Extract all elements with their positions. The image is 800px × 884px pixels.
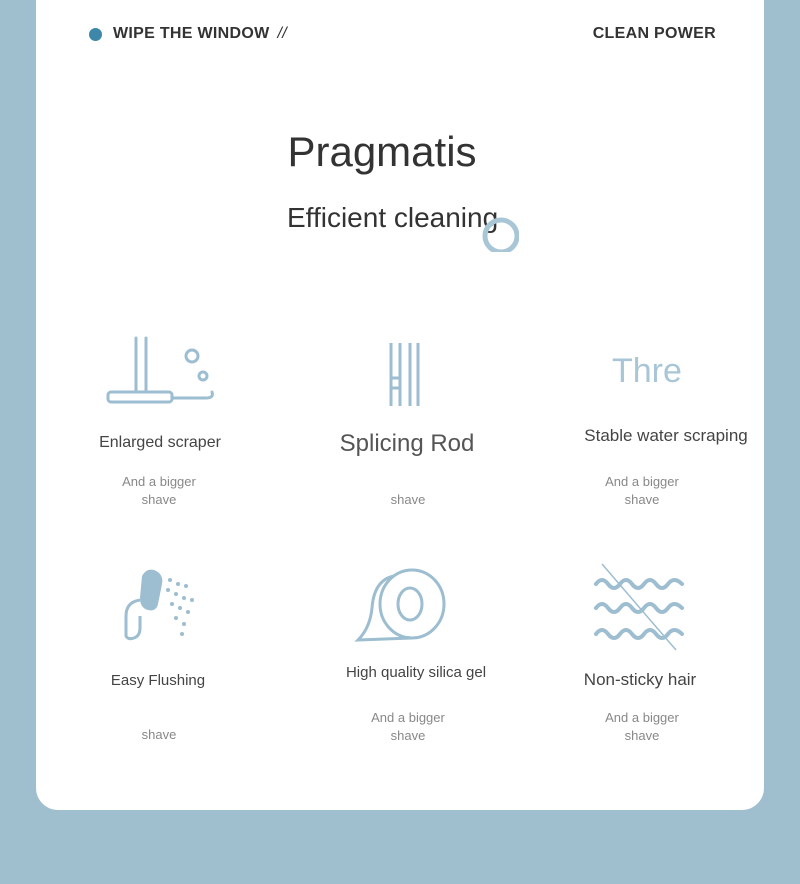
rod-icon: [386, 340, 426, 410]
ring-icon: [479, 212, 519, 252]
header-slash: //: [277, 25, 287, 42]
feature-sub-4: shave: [141, 727, 177, 742]
bullet-dot-icon: [89, 28, 102, 41]
feature-label-4: Easy Flushing: [110, 672, 206, 689]
feature-sub-5: And a bigger shave: [371, 710, 445, 743]
shower-icon: [118, 566, 202, 644]
feature-sub-1: And a bigger shave: [122, 474, 196, 507]
feature-label-6: Non-sticky hair: [583, 670, 697, 689]
feature-label-2: Splicing Rod: [339, 430, 475, 457]
tape-roll-icon: [354, 568, 448, 644]
header-title: WIPE THE WINDOW: [113, 25, 270, 42]
feature-label-3: Stable water scraping: [584, 426, 748, 445]
scraper-icon: [104, 334, 216, 410]
header-right-label: CLEAN POWER: [592, 25, 716, 42]
feature-sub-3: And a bigger shave: [605, 474, 679, 507]
feature-sub-6: And a bigger shave: [605, 710, 679, 743]
feature-label-1: Enlarged scraper: [99, 434, 221, 451]
feature-icon-text-3: Thre: [612, 352, 682, 390]
feature-label-5: High quality silica gel: [345, 664, 487, 681]
page-title: Pragmatis: [287, 128, 477, 175]
waves-icon: [592, 562, 688, 654]
header-left-label: [113, 25, 287, 43]
feature-sub-2: shave: [390, 492, 426, 507]
page-subtitle: Efficient cleaning: [287, 202, 499, 233]
